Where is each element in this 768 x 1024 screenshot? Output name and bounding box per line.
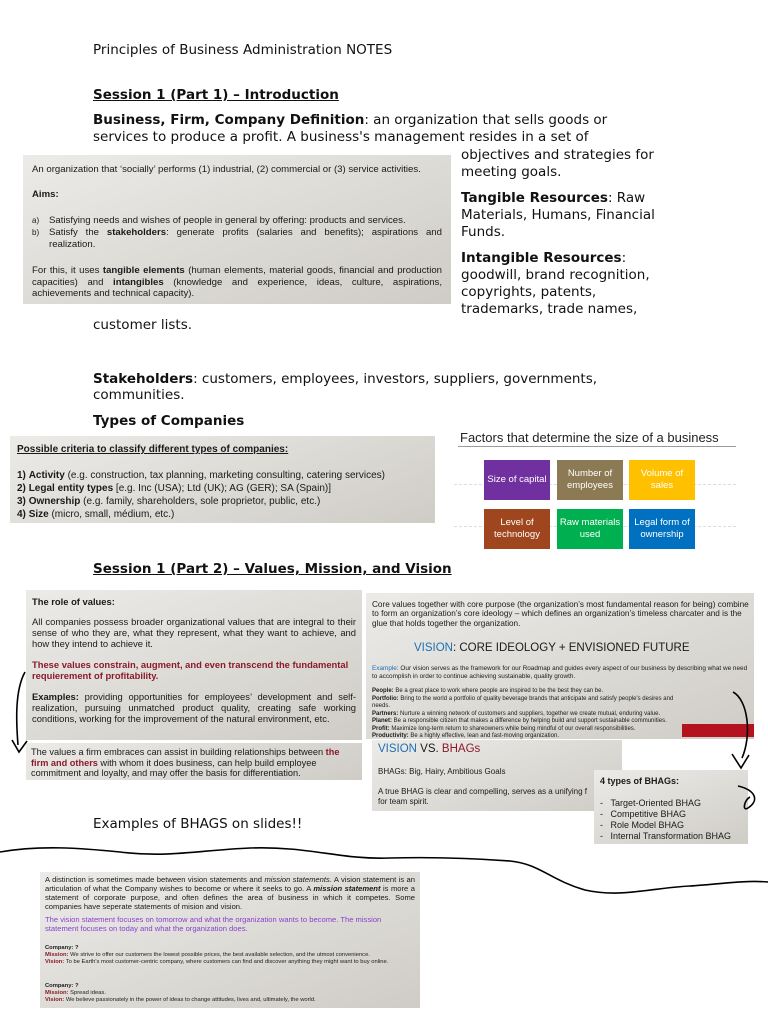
criteria-title: Possible criteria to classify different types of companies: <box>17 444 289 455</box>
intangible-text-5: customer lists. <box>93 317 193 333</box>
company-2-vision-label: Vision: <box>45 997 65 1003</box>
vision-item <box>372 733 692 739</box>
criteria-key: Activity <box>28 470 65 481</box>
firm-text <box>31 747 357 779</box>
bhag-types-list <box>600 798 731 842</box>
criteria-item <box>17 495 435 508</box>
aim-b-label: b) <box>32 228 40 237</box>
vision-item-key: Portfolio: <box>372 695 399 702</box>
ink-arrow-left-curve <box>17 672 25 745</box>
vision-item-text: Maximize long-term return to shareowners while being mindful of our overall responsibilities. <box>389 725 636 732</box>
document-title: Principles of Business Administration NOTES <box>93 42 393 58</box>
factors-title: Factors that determine the size of a business <box>460 430 719 445</box>
firm-text-pre: The values a firm embraces can assist in building relationships between <box>31 747 326 757</box>
factor-box-legal-form: Legal form of ownership <box>629 509 695 549</box>
stakeholders-text-2: communities. <box>93 387 185 403</box>
business-definition-text: : an organization that sells goods or <box>364 112 608 128</box>
vision-image-strip <box>682 724 754 737</box>
values-examples <box>32 691 356 724</box>
mission-p1-italic: mission statements <box>264 875 330 884</box>
slide-org-aim-b <box>32 227 442 250</box>
factors-diagram <box>450 426 750 556</box>
criteria-text: (e.g. family, shareholders, sole proprietor, public, etc.) <box>80 496 321 507</box>
aim-b-post: : generate profits (salaries and benefits); aspirations and realization. <box>49 227 442 250</box>
tangible-text-2: Materials, Humans, Financial <box>461 207 655 223</box>
company-1-vision-label: Vision: <box>45 959 65 965</box>
slide-organization <box>23 155 451 304</box>
vision-example <box>372 665 750 680</box>
stakeholders-text-1: : customers, employees, investors, suppliers, governments, <box>193 371 598 387</box>
vision-heading-blue: VISION <box>414 642 453 654</box>
criteria-item <box>17 508 435 521</box>
bhag-type-item: - Role Model BHAG <box>600 820 685 830</box>
ink-arrowhead-right <box>732 754 749 768</box>
slide-bhag <box>372 740 622 811</box>
vision-item-key: Productivity: <box>372 733 409 739</box>
company-1-mission-label: Mission: <box>45 952 69 958</box>
company-2-vision: We believe passionately in the power of ideas to change attitudes, lives and, ultimately, the world. <box>64 997 316 1003</box>
mission-company-1 <box>45 945 415 966</box>
firm-text-highlight: the firm and others <box>31 747 340 768</box>
company-2-title: Company: ? <box>45 983 79 989</box>
slide-org-intro: An organization that ‘socially’ performs (1) industrial, (2) commercial or (3) service activities. <box>32 164 421 175</box>
vision-items <box>372 688 692 739</box>
vision-item-text: Bring to the world a portfolio of quality beverage brands that anticipate and satisfy people's desires and needs. <box>372 695 674 709</box>
slide-vision <box>366 593 754 739</box>
values-title: The role of values: <box>32 596 115 607</box>
bhag-types-title: 4 types of BHAGs: <box>600 776 680 786</box>
criteria-text: [e.g. Inc (USA); Ltd (UK); AG (GER); SA (Spain)] <box>113 483 331 494</box>
mission-p1-c: is more a statement of corporate purpose, and often defines the area of business in which it competes. Some companies have seperate statements of mision and vision. <box>45 883 415 911</box>
bhag-sub: BHAGs: Big, Hairy, Ambitious Goals <box>378 767 506 776</box>
uses-bold-1: tangible elements <box>102 265 185 276</box>
criteria-key: Legal entity types <box>28 483 114 494</box>
bhag-heading-vision: VISION <box>378 743 417 755</box>
factor-box-size-of-capital: Size of capital <box>484 460 550 500</box>
slide-bhag-types <box>594 770 748 844</box>
bhag-type-item: - Internal Transformation BHAG <box>600 831 732 841</box>
company-2-mission: Spread ideas. <box>68 990 106 996</box>
criteria-list <box>17 469 435 521</box>
tangible-text-3: Funds. <box>461 224 506 240</box>
vision-item <box>372 711 692 719</box>
examples-note: Examples of BHAGS on slides!! <box>93 816 303 832</box>
slide-org-aims-title: Aims: <box>32 189 59 200</box>
vision-item-key: Planet: <box>372 718 393 724</box>
factor-box-level-of-technology: Level of technology <box>484 509 550 549</box>
bhag-heading-vs: VS. <box>416 743 442 755</box>
criteria-key: Size <box>28 509 49 520</box>
bhag-heading-bhags: BHAGs <box>441 743 481 755</box>
bhag-type-text: Internal Transformation BHAG <box>610 831 732 841</box>
mission-p1-a: A distinction is sometimes made between vision statements and <box>45 875 265 884</box>
vision-item-text: Be a great place to work where people are inspired to be the best they can be. <box>393 688 604 694</box>
bhag-type-text: Role Model BHAG <box>610 820 685 830</box>
intangible-term: Intangible Resources <box>461 250 622 266</box>
factor-box-number-of-employees: Number of employees <box>557 460 623 500</box>
mission-p1-italic-2: mission statement <box>313 883 381 893</box>
aim-b-bold: stakeholders <box>106 227 167 238</box>
vision-item <box>372 718 692 726</box>
criteria-item <box>17 482 435 495</box>
criteria-num: 3) <box>17 496 26 507</box>
slide-org-uses <box>32 265 442 300</box>
slide-org-aim-a <box>32 215 442 227</box>
factor-box-raw-materials: Raw materials used <box>557 509 623 549</box>
values-p2: These values constrain, augment, and even transcend the fundamental requierement of profitability. <box>32 659 349 681</box>
vision-item-text: Nurture a winning network of customers and suppliers, together we create mutual, enduring value. <box>398 710 661 717</box>
bhag-type-text: Competitive BHAG <box>610 809 687 819</box>
criteria-num: 2) <box>17 483 26 494</box>
slide-mission <box>40 872 420 1008</box>
bhag-text-2: for team spirit. <box>378 797 429 806</box>
business-definition-text-2: services to produce a profit. A business's management resides in a set of <box>93 129 589 145</box>
vision-example-label: Example <box>372 665 397 672</box>
tangible-resources <box>461 190 655 241</box>
mission-p1-b: . A vision statement is an articulation of what the Company wishes to become or where it seeks to go. A <box>45 875 416 893</box>
vision-item-key: Partners: <box>372 710 399 717</box>
vision-item <box>372 688 692 696</box>
vision-heading-rest: : CORE IDEOLOGY + ENVISIONED FUTURE <box>452 642 690 654</box>
bhag-type-item: - Competitive BHAG <box>600 809 687 819</box>
slide-criteria <box>10 436 435 523</box>
vision-heading <box>414 644 690 653</box>
vision-intro: Core values together with core purpose (the organization’s most fundamental reason for being) combine to form an organization’s core ideology – which defines an organization’s timeless charcater and is the glue that holds together the organization. <box>372 600 749 628</box>
mission-p1 <box>45 876 415 912</box>
vision-item-text: Be a highly effective, lean and fast-moving organization. <box>408 733 559 739</box>
session1-heading: Session 1 (Part 1) – Introduction <box>93 87 339 103</box>
values-examples-label: Examples: <box>32 691 79 702</box>
criteria-text: (e.g. construction, tax planning, marketing consulting, catering services) <box>64 470 385 481</box>
business-definition <box>93 112 763 146</box>
intangible-text-3: copyrights, patents, <box>461 284 597 300</box>
vision-item <box>372 726 692 734</box>
tangible-term: Tangible Resources <box>461 190 608 206</box>
uses-bold-2: intangibles <box>113 276 164 288</box>
aim-b-pre: Satisfy the <box>49 227 107 238</box>
vision-item-key: People: <box>372 688 394 694</box>
company-1-mission: We strive to offer our customers the lowest possible prices, the best available selection, and the utmost convenience. <box>68 952 370 958</box>
bhag-type-item: - Target-Oriented BHAG <box>600 798 702 808</box>
intangible-text-4: trademarks, trade names, <box>461 301 638 317</box>
criteria-num: 4) <box>17 509 26 520</box>
values-examples-text: providing opportunities for employees’ development and self-realization, pursuing unmatched product quality, creating safe working conditions, working for the improvement of the natural environment, etc. <box>32 691 356 724</box>
company-1-title: Company: ? <box>45 945 79 951</box>
intangible-resources <box>461 250 650 318</box>
business-definition-cont <box>461 147 654 181</box>
intangible-text-1: : <box>621 250 627 266</box>
tangible-text-1: : Raw <box>607 190 646 206</box>
intangible-text-2: goodwill, brand recognition, <box>461 267 650 283</box>
types-heading: Types of Companies <box>93 413 245 429</box>
company-2-mission-label: Mission: <box>45 990 69 996</box>
aim-a-label: a) <box>32 216 40 225</box>
bhag-heading <box>378 745 480 755</box>
vision-item-key: Profit: <box>372 725 390 732</box>
vision-item-text: Be a responsible citizen that makes a difference by helping build and support sustainable communities. <box>392 718 667 724</box>
uses-pre: For this, it uses <box>32 265 103 276</box>
mission-company-2 <box>45 983 415 1004</box>
ink-arrowhead-left <box>12 740 27 752</box>
vision-example-text: : Our vision serves as the framework for our Roadmap and guides every aspect of our business by describing what we need to accomplish in order to continue achieving sustainable, quality growth. <box>372 665 748 680</box>
business-definition-term: Business, Firm, Company Definition <box>93 112 365 128</box>
stakeholders-term: Stakeholders <box>93 371 194 387</box>
criteria-num: 1) <box>17 470 26 481</box>
stakeholders <box>93 371 597 403</box>
bhag-text: A true BHAG is clear and compelling, serves as a unifying f <box>378 787 587 796</box>
slide-values <box>26 590 362 740</box>
firm-text-post: with whom it does business, can help build employee commitment and loyalty, and may offer the basis for differentiation. <box>31 757 317 778</box>
criteria-item <box>17 469 435 482</box>
aim-a-text: Satisfying needs and wishes of people in general by offering: products and services. <box>49 215 406 226</box>
uses-post: (knowledge and experience, ideas, culture, aspirations, achievements and technical capacity). <box>32 276 442 299</box>
slide-firm <box>26 743 362 780</box>
business-definition-text-4: meeting goals. <box>461 164 562 180</box>
company-1-vision: To be Earth's most customer-centric company, where customers can find and discover anything they might want to buy online. <box>64 959 389 965</box>
business-definition-text-3: objectives and strategies for <box>461 147 654 163</box>
values-p1: All companies possess broader organizational values that are integral to their sense of who they are, what they represent, what they want to achieve, and how they intend to achieve it. <box>32 616 356 649</box>
vision-item <box>372 696 692 711</box>
factors-title-rule <box>458 446 736 447</box>
session2-heading: Session 1 (Part 2) – Values, Mission, and Vision <box>93 561 452 577</box>
criteria-text: (micro, small, médium, etc.) <box>48 509 175 520</box>
mission-p2: The vision statement focuses on tomorrow and what the organization wants to become. The mission statement focuses on today and what the organization does. <box>45 915 382 933</box>
criteria-key: Ownership <box>28 496 81 507</box>
bhag-type-text: Target-Oriented BHAG <box>610 798 702 808</box>
uses-mid: (human elements, material goods, financial and production capacities) and <box>32 265 442 288</box>
factor-box-volume-of-sales: Volume of sales <box>629 460 695 500</box>
